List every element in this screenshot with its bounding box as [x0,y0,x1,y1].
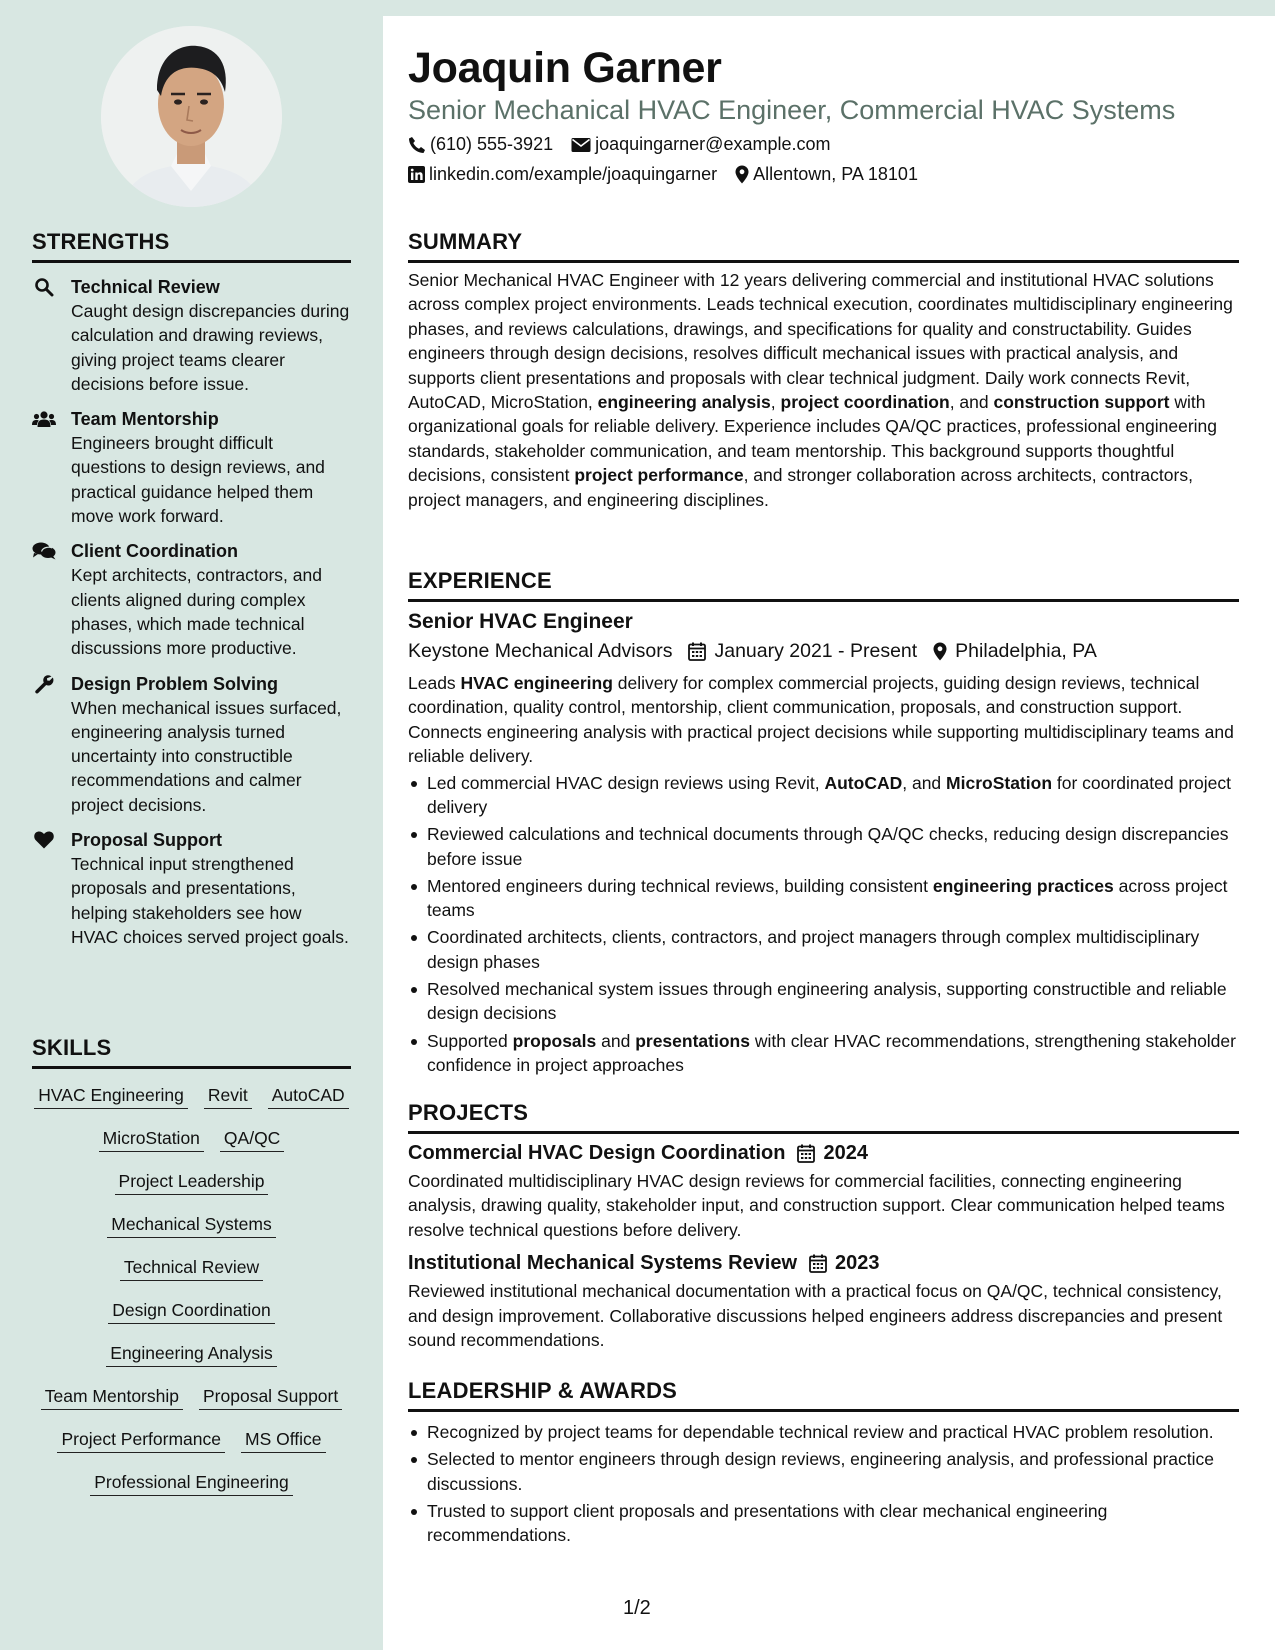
phone-text: (610) 555-3921 [430,134,554,154]
skill-tag: Team Mentorship [41,1384,183,1410]
job-bullet: Coordinated architects, clients, contractors, and project managers through complex multidisciplinary design phases [408,925,1239,974]
summary-text: , and [949,392,994,413]
skills-section [32,1035,351,1496]
strength-item [32,407,351,528]
candidate-name: Joaquin Garner [408,44,722,92]
strength-description: Engineers brought difficult questions to design reviews, and practical guidance helped them move work forward. [71,433,325,527]
skill-tag: Revit [204,1083,252,1109]
strength-title: Team Mentorship [71,409,219,430]
project-header [408,1142,1239,1165]
comments-icon [32,541,56,561]
skill-tag: Design Coordination [108,1298,275,1324]
bullet-emphasis: AutoCAD [824,772,903,793]
strength-title: Proposal Support [71,830,223,851]
strengths-section [32,229,351,949]
job-title: Senior HVAC Engineer [408,610,633,633]
project-year [809,1252,880,1275]
strength-description: Caught design discrepancies during calculation and drawing reviews, giving project teams clearer decisions before issue. [71,301,350,394]
skill-tag: MS Office [241,1427,326,1453]
strength-item [32,672,351,817]
project-description: Coordinated multidisciplinary HVAC design reviews for commercial facilities, connecting engineering analysis, drawing quality, stakeholder input, and construction support. Clear communication helped teams resolve technical questions before delivery. [408,1171,1225,1240]
person-avatar-illustration [101,26,282,207]
summary-text: Senior Mechanical HVAC Engineer with 12 years delivering commercial and institutional HVAC solutions across complex project environments. Leads technical execution, coordinates multidisciplinary engineering phases, and reviews calculations, drawings, and specifications for quality and constructability. Guides engineers through design decisions, resolves difficult mechanical issues with practical analysis, and supports client presentations and proposals with clear technical judgment. Daily work connects Revit, AutoCAD, MicroStation, [408,270,1233,413]
map-pin-icon [933,642,947,661]
skill-tag: Project Leadership [115,1169,269,1195]
summary-emphasis: project performance [574,465,744,486]
strength-title: Design Problem Solving [71,673,279,694]
contact-row-2 [408,164,936,185]
project-year [797,1142,868,1165]
summary-section [408,229,1239,512]
skill-tag: Engineering Analysis [106,1341,276,1367]
bullet-emphasis: engineering practices [932,875,1114,896]
bullet-text: across project teams [427,875,1228,921]
summary-text: with organizational goals for reliable delivery. Experience includes QA/QC practices, professional engineering standards, stakeholder communication, and team mentorship. This background supports thoughtful decisions, consistent [408,392,1217,486]
awards-list [408,1420,1239,1547]
job-bullet: Resolved mechanical system issues through engineering analysis, supporting constructible and reliable design decisions [408,977,1239,1026]
location-text: Philadelphia, PA [955,640,1097,662]
intro-emphasis: HVAC engineering [460,673,613,693]
strength-description: Technical input strengthened proposals and presentations, helping stakeholders see how HVAC choices served project goals. [71,854,349,947]
strength-item [32,275,351,396]
project-header [408,1252,1239,1275]
projects-heading: PROJECTS [408,1100,1239,1134]
awards-heading: LEADERSHIP & AWARDS [408,1378,1239,1412]
project-name: Institutional Mechanical Systems Review [408,1252,798,1275]
job-company: Keystone Mechanical Advisors [408,640,673,662]
skill-tag: Proposal Support [199,1384,342,1410]
calendar-icon [797,1144,815,1163]
phone-icon [408,136,426,154]
heart-icon [32,830,56,850]
contact-location [735,164,918,185]
dates-text: January 2021 - Present [714,640,918,662]
intro-text: Leads [408,673,461,693]
summary-heading: SUMMARY [408,229,1239,263]
job-meta [408,640,1239,663]
top-accent-strip [383,0,1275,16]
bullet-text: Supported [427,1030,513,1051]
experience-section [408,568,1239,1080]
award-item: Selected to mentor engineers through design reviews, engineering analysis, and professional practice discussions. [408,1447,1239,1496]
skill-tag: HVAC Engineering [34,1083,188,1109]
summary-emphasis: construction support [993,392,1170,413]
users-icon [32,409,56,429]
wrench-icon [32,674,56,694]
summary-emphasis: engineering analysis [597,392,771,413]
page-number: 1/2 [623,1597,651,1619]
bullet-emphasis: MicroStation [946,772,1053,793]
contact-email [571,134,830,155]
skills-list [32,1083,351,1496]
experience-heading: EXPERIENCE [408,568,1239,602]
email-text: joaquingarner@example.com [595,134,831,154]
bullet-text: for coordinated project delivery [427,772,1232,817]
project-description: Reviewed institutional mechanical documentation with a practical focus on QA/QC, technical consistency, and design improvement. Collaborative discussions helped engineers address discrepancies and present sound recommendations. [408,1281,1223,1351]
skills-heading: SKILLS [32,1035,351,1069]
strengths-heading: STRENGTHS [32,229,351,263]
linkedin-text: linkedin.com/example/joaquingarner [429,164,718,184]
job-location [933,640,1097,663]
summary-text: , [770,392,781,413]
skill-tag: Mechanical Systems [107,1212,275,1238]
map-pin-icon [735,165,749,184]
candidate-title: Senior Mechanical HVAC Engineer, Commercial HVAC Systems [408,95,1176,125]
strength-description: When mechanical issues surfaced, engineering analysis turned uncertainty into constructible recommendations and calmer project decisions. [71,697,342,815]
strength-description: Kept architects, contractors, and clients aligned during complex phases, which made technical discussions more productive. [71,565,322,659]
summary-paragraph [408,268,1239,512]
skill-tag: Technical Review [120,1255,263,1281]
skill-tag: Professional Engineering [90,1470,293,1496]
bullet-text: Led commercial HVAC design reviews using Revit, [427,772,825,793]
year-text: 2023 [835,1252,880,1275]
skill-tag: AutoCAD [268,1083,349,1109]
projects-section [408,1100,1239,1352]
bullet-text: , and [902,772,947,793]
project-name: Commercial HVAC Design Coordination [408,1142,786,1164]
year-text: 2024 [823,1142,868,1164]
job-dates [688,640,917,663]
contact-linkedin [408,164,717,185]
skill-tag: QA/QC [220,1126,284,1152]
search-icon [32,277,56,297]
bullet-emphasis: presentations [635,1030,750,1051]
skill-tag: MicroStation [99,1126,204,1152]
job-bullet [408,771,1239,820]
calendar-icon [809,1254,827,1273]
strength-item [32,539,351,660]
summary-text: , and stronger collaboration across architects, contractors, project managers, and engineering disciplines. [408,465,1193,510]
bullet-text: Mentored engineers during technical reviews, building consistent [427,875,933,896]
bullet-emphasis: proposals [512,1030,597,1051]
award-item: Trusted to support client proposals and presentations with clear mechanical engineering recommendations. [408,1499,1239,1548]
summary-emphasis: project coordination [780,392,950,413]
bullet-text: with clear HVAC recommendations, strengthening stakeholder confidence in project approaches [427,1030,1236,1075]
profile-photo [101,26,282,207]
linkedin-icon [408,166,425,183]
calendar-icon [688,642,706,661]
bullet-text: and [596,1030,636,1051]
job-bullet [408,1029,1239,1078]
award-item: Recognized by project teams for dependable technical review and practical HVAC problem resolution. [408,1420,1239,1444]
envelope-icon [571,137,591,153]
strength-title: Technical Review [71,277,220,297]
skill-tag: Project Performance [57,1427,225,1453]
job-bullet [408,874,1239,923]
intro-text: delivery for complex commercial projects, guiding design reviews, technical coordination, quality control, mentorship, client communication, proposals, and construction support. Connects engineering analysis with practical project decisions while supporting multidisciplinary teams and reliable delivery. [408,673,1234,767]
awards-section [408,1378,1239,1550]
contact-phone [408,134,553,155]
contact-row [408,134,849,155]
strength-title: Client Coordination [71,541,238,562]
strength-item [32,828,351,949]
location-text: Allentown, PA 18101 [753,164,918,184]
job-intro [408,671,1239,769]
job-bullet: Reviewed calculations and technical documents through QA/QC checks, reducing design discrepancies before issue [408,822,1239,871]
job-bullets [408,771,1239,1078]
